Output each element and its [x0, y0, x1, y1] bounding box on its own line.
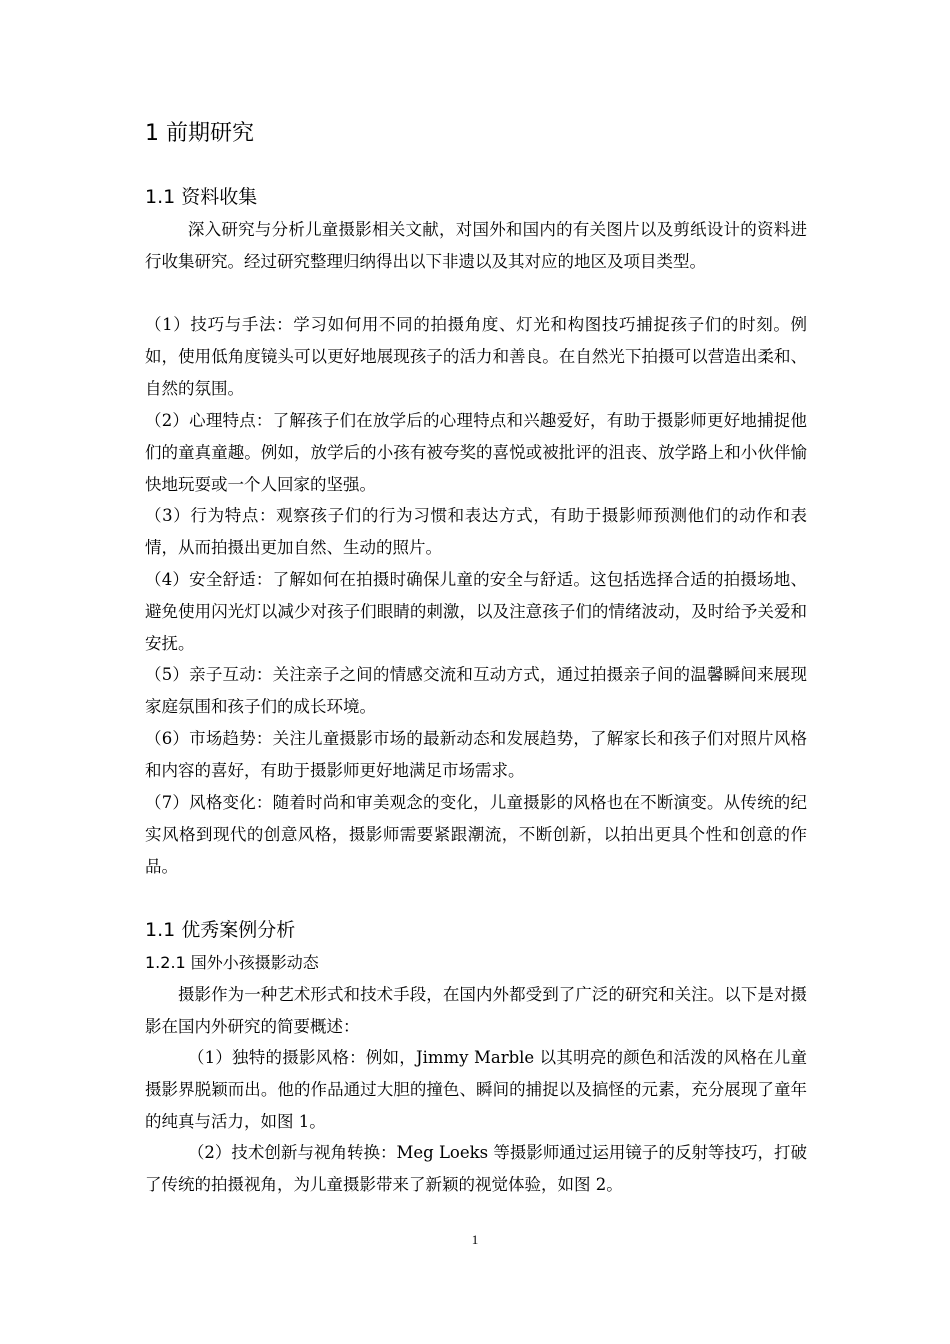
- paragraph-case-item-2: （2）技术创新与视角转换：Meg Loeks 等摄影师通过运用镜子的反射等技巧，打破了传统的拍摄视角，为儿童摄影带来了新颖的视觉体验，如图 2。: [145, 1143, 807, 1194]
- section-heading-case-analysis: 1.1 优秀案例分析: [145, 919, 296, 941]
- paragraph-intro: 深入研究与分析儿童摄影相关文献，对国外和国内的有关图片以及剪纸设计的资料进行收集研究。经过研究整理归纳得出以下非遗以及其对应的地区及项目类型。: [145, 220, 807, 271]
- chapter-heading: 1 前期研究: [145, 121, 254, 146]
- paragraph-item-1: （1）技巧与手法：学习如何用不同的拍摄角度、灯光和构图技巧捕捉孩子们的时刻。例如，使用低角度镜头可以更好地展现孩子的活力和善良。在自然光下拍摄可以营造出柔和、自然的氛围。: [145, 315, 807, 398]
- paragraph-item-5: （5）亲子互动：关注亲子之间的情感交流和互动方式，通过拍摄亲子间的温馨瞬间来展现家庭氛围和孩子们的成长环境。: [145, 665, 807, 716]
- section-heading-data-collection: 1.1 资料收集: [145, 186, 258, 208]
- paragraph-item-4: （4）安全舒适：了解如何在拍摄时确保儿童的安全与舒适。这包括选择合适的拍摄场地、避免使用闪光灯以减少对孩子们眼睛的刺激，以及注意孩子们的情绪波动，及时给予关爱和安抚。: [145, 570, 807, 653]
- paragraph-case-intro: 摄影作为一种艺术形式和技术手段，在国内外都受到了广泛的研究和关注。以下是对摄影在国内外研究的简要概述：: [145, 985, 807, 1036]
- paragraph-case-item-1: （1）独特的摄影风格：例如，Jimmy Marble 以其明亮的颜色和活泼的风格在儿童摄影界脱颖而出。他的作品通过大胆的撞色、瞬间的捕捉以及搞怪的元素，充分展现了童年的纯真与活力，如图 1。: [145, 1048, 807, 1131]
- subsection-heading-foreign-dynamics: 1.2.1 国外小孩摄影动态: [145, 953, 319, 972]
- paragraph-item-2: （2）心理特点：了解孩子们在放学后的心理特点和兴趣爱好，有助于摄影师更好地捕捉他们的童真童趣。例如，放学后的小孩有被夸奖的喜悦或被批评的沮丧、放学路上和小伙伴愉快地玩耍或一个人回家的坚强。: [145, 411, 807, 494]
- paragraph-item-6: （6）市场趋势：关注儿童摄影市场的最新动态和发展趋势，了解家长和孩子们对照片风格和内容的喜好，有助于摄影师更好地满足市场需求。: [145, 729, 807, 780]
- paragraph-item-3: （3）行为特点：观察孩子们的行为习惯和表达方式，有助于摄影师预测他们的动作和表情，从而拍摄出更加自然、生动的照片。: [145, 506, 807, 557]
- page-number: 1: [471, 1232, 479, 1247]
- paragraph-item-7: （7）风格变化：随着时尚和审美观念的变化，儿童摄影的风格也在不断演变。从传统的纪实风格到现代的创意风格，摄影师需要紧跟潮流，不断创新，以拍出更具个性和创意的作品。: [145, 793, 807, 876]
